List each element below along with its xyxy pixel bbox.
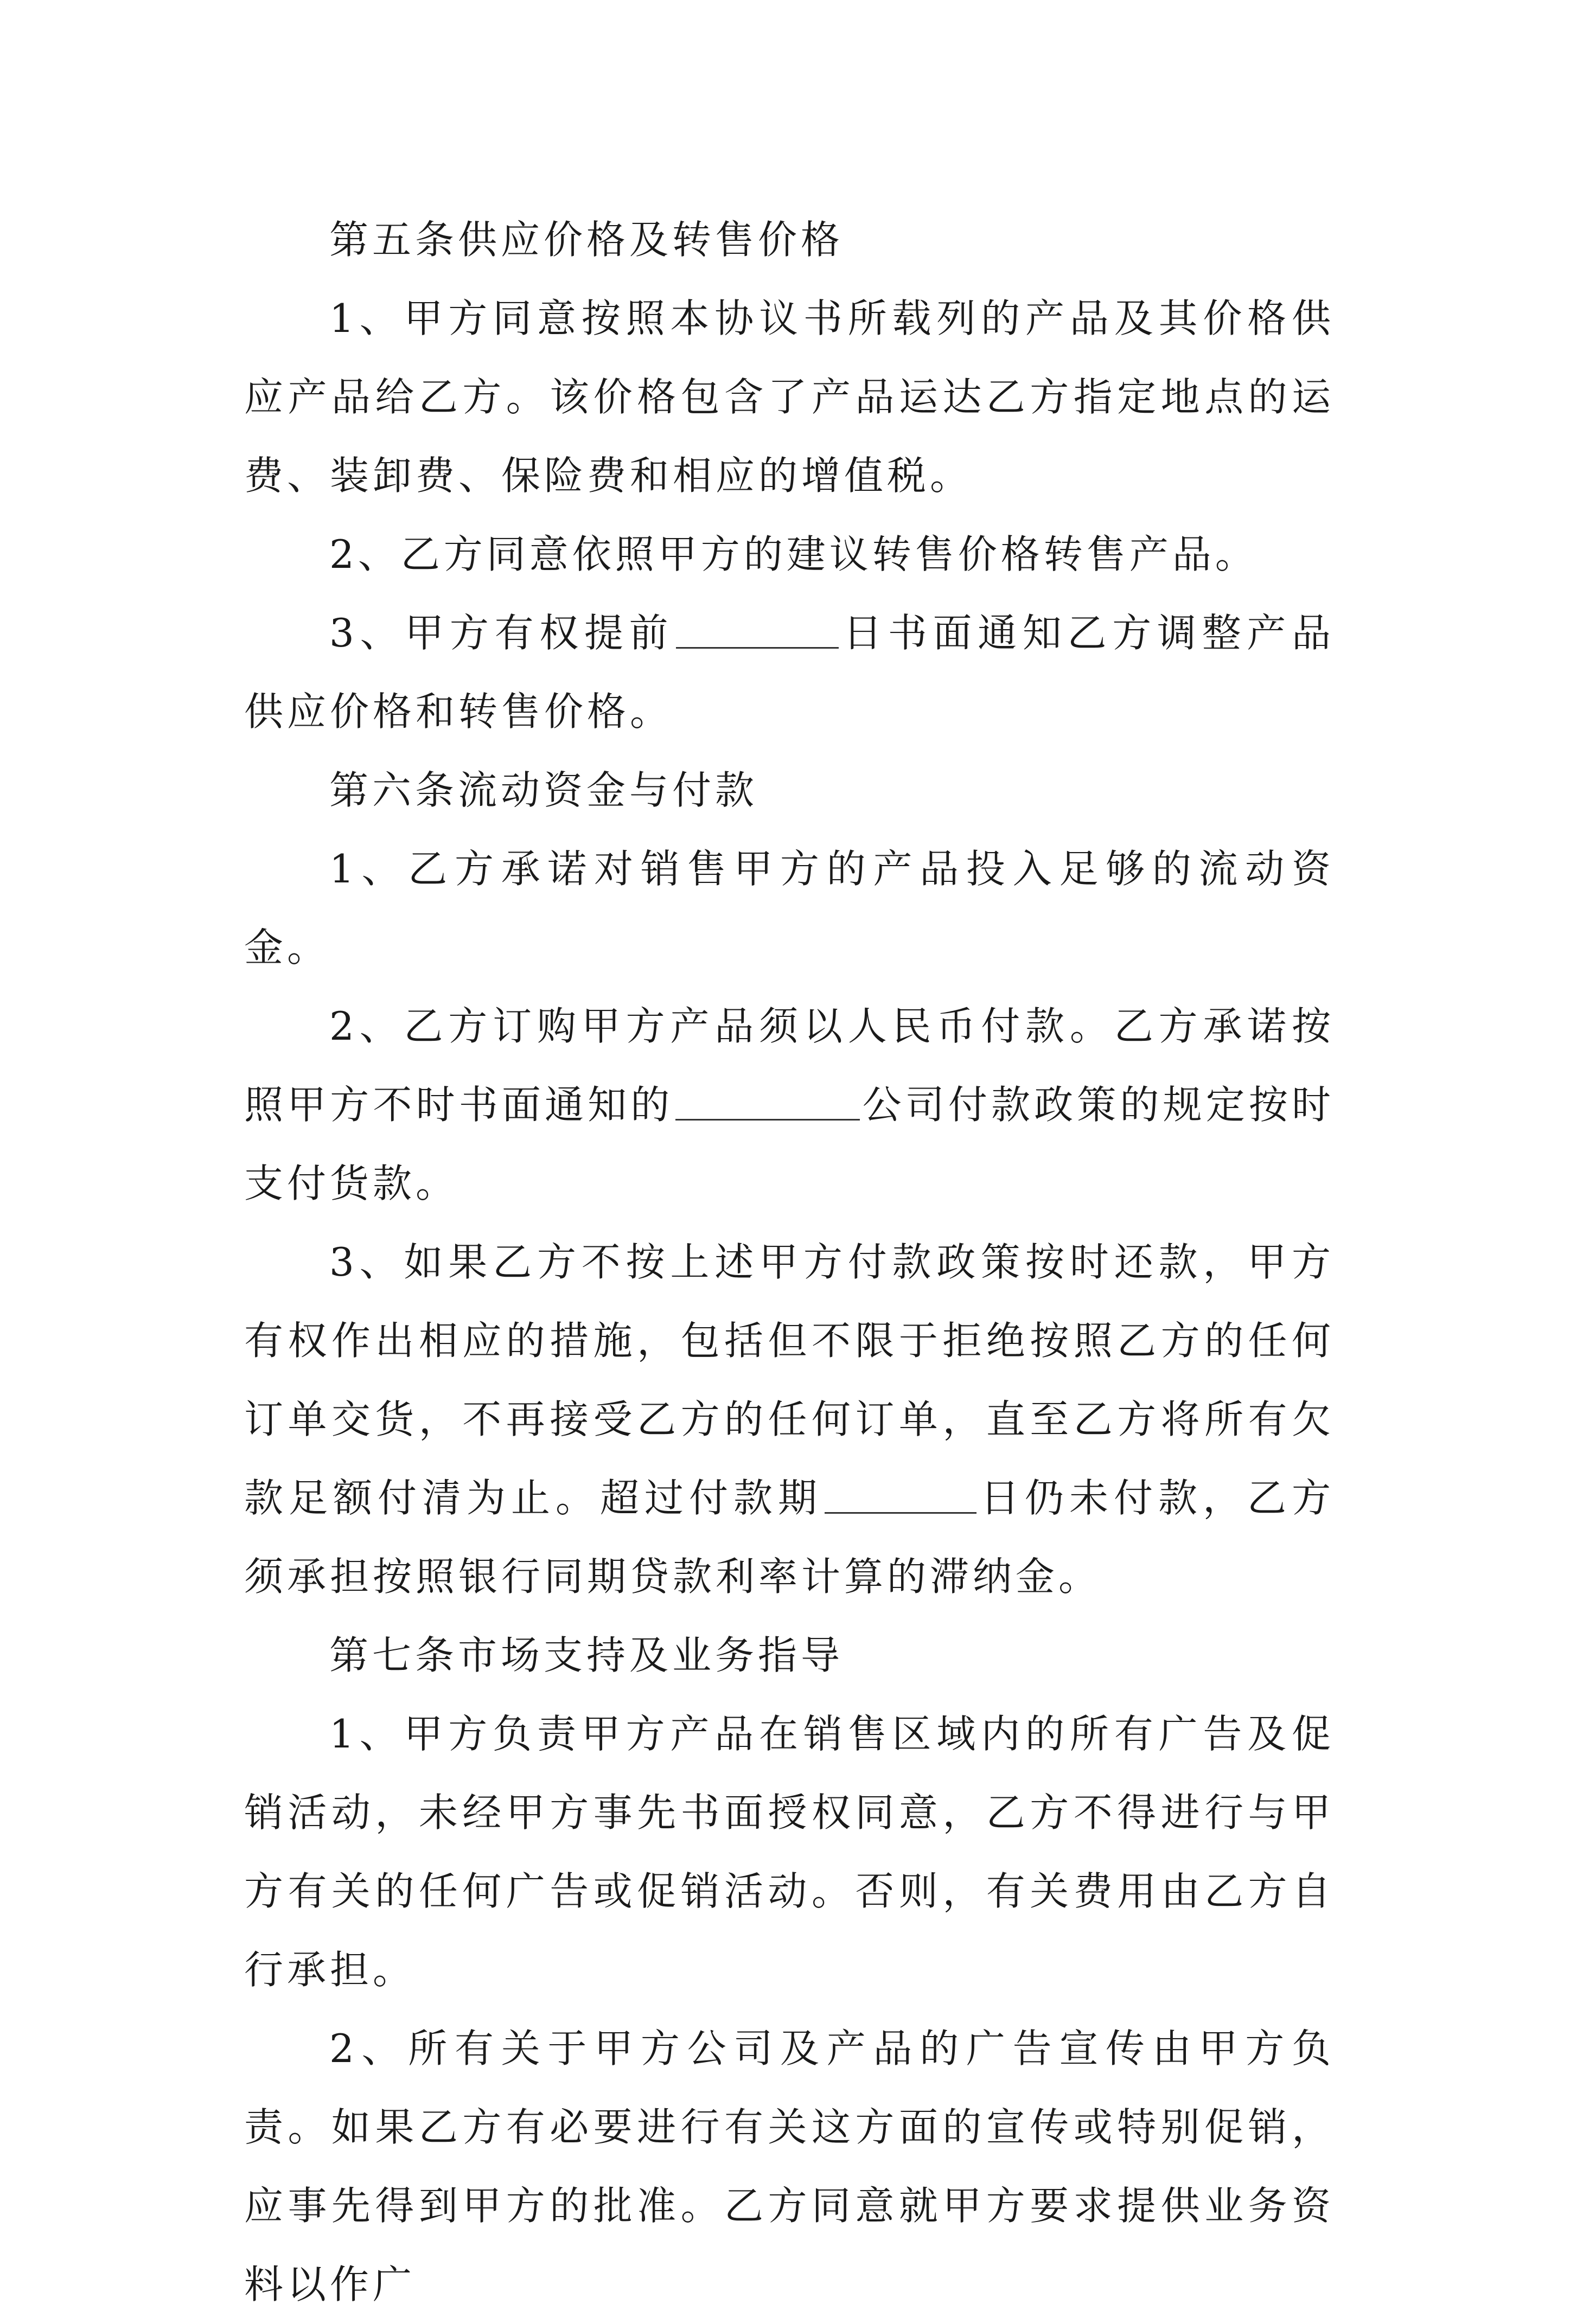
clause-text: 3、甲方有权提前 bbox=[329, 610, 674, 656]
fill-in-blank[interactable] bbox=[676, 614, 839, 649]
article-6-heading: 第六条流动资金与付款 bbox=[329, 767, 758, 813]
clause-text: 日书面通知乙方调整产品供应价格和转售价格。 bbox=[244, 610, 1335, 734]
article-5-heading: 第五条供应价格及转售价格 bbox=[329, 217, 844, 263]
article-7-clause-2: 2、所有关于甲方公司及产品的广告宣传由甲方负责。如果乙方有必要进行有关这方面的宣传或特别促销，应事先得到甲方的批准。乙方同意就甲方要求提供业务资料以作广 bbox=[244, 2026, 1335, 2307]
article-7-clause-1: 1、甲方负责甲方产品在销售区域内的所有广告及促销活动，未经甲方事先书面授权同意，乙方不得进行与甲方有关的任何广告或促销活动。否则，有关费用由乙方自行承担。 bbox=[244, 1711, 1335, 1993]
article-6-clause-1: 1、乙方承诺对销售甲方的产品投入足够的流动资金。 bbox=[244, 846, 1335, 970]
article-5-clause-1: 1、甲方同意按照本协议书所载列的产品及其价格供应产品给乙方。该价格包含了产品运达乙方指定地点的运费、装卸费、保险费和相应的增值税。 bbox=[244, 296, 1335, 498]
article-5-clause-2: 2、乙方同意依照甲方的建议转售价格转售产品。 bbox=[329, 532, 1258, 577]
article-5-clause-3 bbox=[244, 594, 1335, 751]
clause-text: 日仍未付款，乙方须承担按照银行同期贷款利率计算的滞纳金。 bbox=[244, 1475, 1335, 1599]
clause-text: 2、乙方订购甲方产品须以人民币付款。乙方承诺按照甲方不时书面通知的 bbox=[244, 1003, 1335, 1128]
article-6-clause-3 bbox=[244, 1223, 1335, 1616]
article-7-heading: 第七条市场支持及业务指导 bbox=[329, 1632, 844, 1678]
clause-text: 公司付款政策的规定按时支付货款。 bbox=[244, 1082, 1335, 1206]
fill-in-blank[interactable] bbox=[825, 1480, 977, 1514]
fill-in-blank[interactable] bbox=[675, 1086, 860, 1121]
document-body bbox=[244, 201, 1335, 2324]
clause-text: 3、如果乙方不按上述甲方付款政策按时还款，甲方有权作出相应的措施，包括但不限于拒绝按照乙方的任何订单交货，不再接受乙方的任何订单，直至乙方将所有欠款足额付清为止。超过付款期 bbox=[244, 1239, 1335, 1521]
article-6-clause-2 bbox=[244, 987, 1335, 1223]
